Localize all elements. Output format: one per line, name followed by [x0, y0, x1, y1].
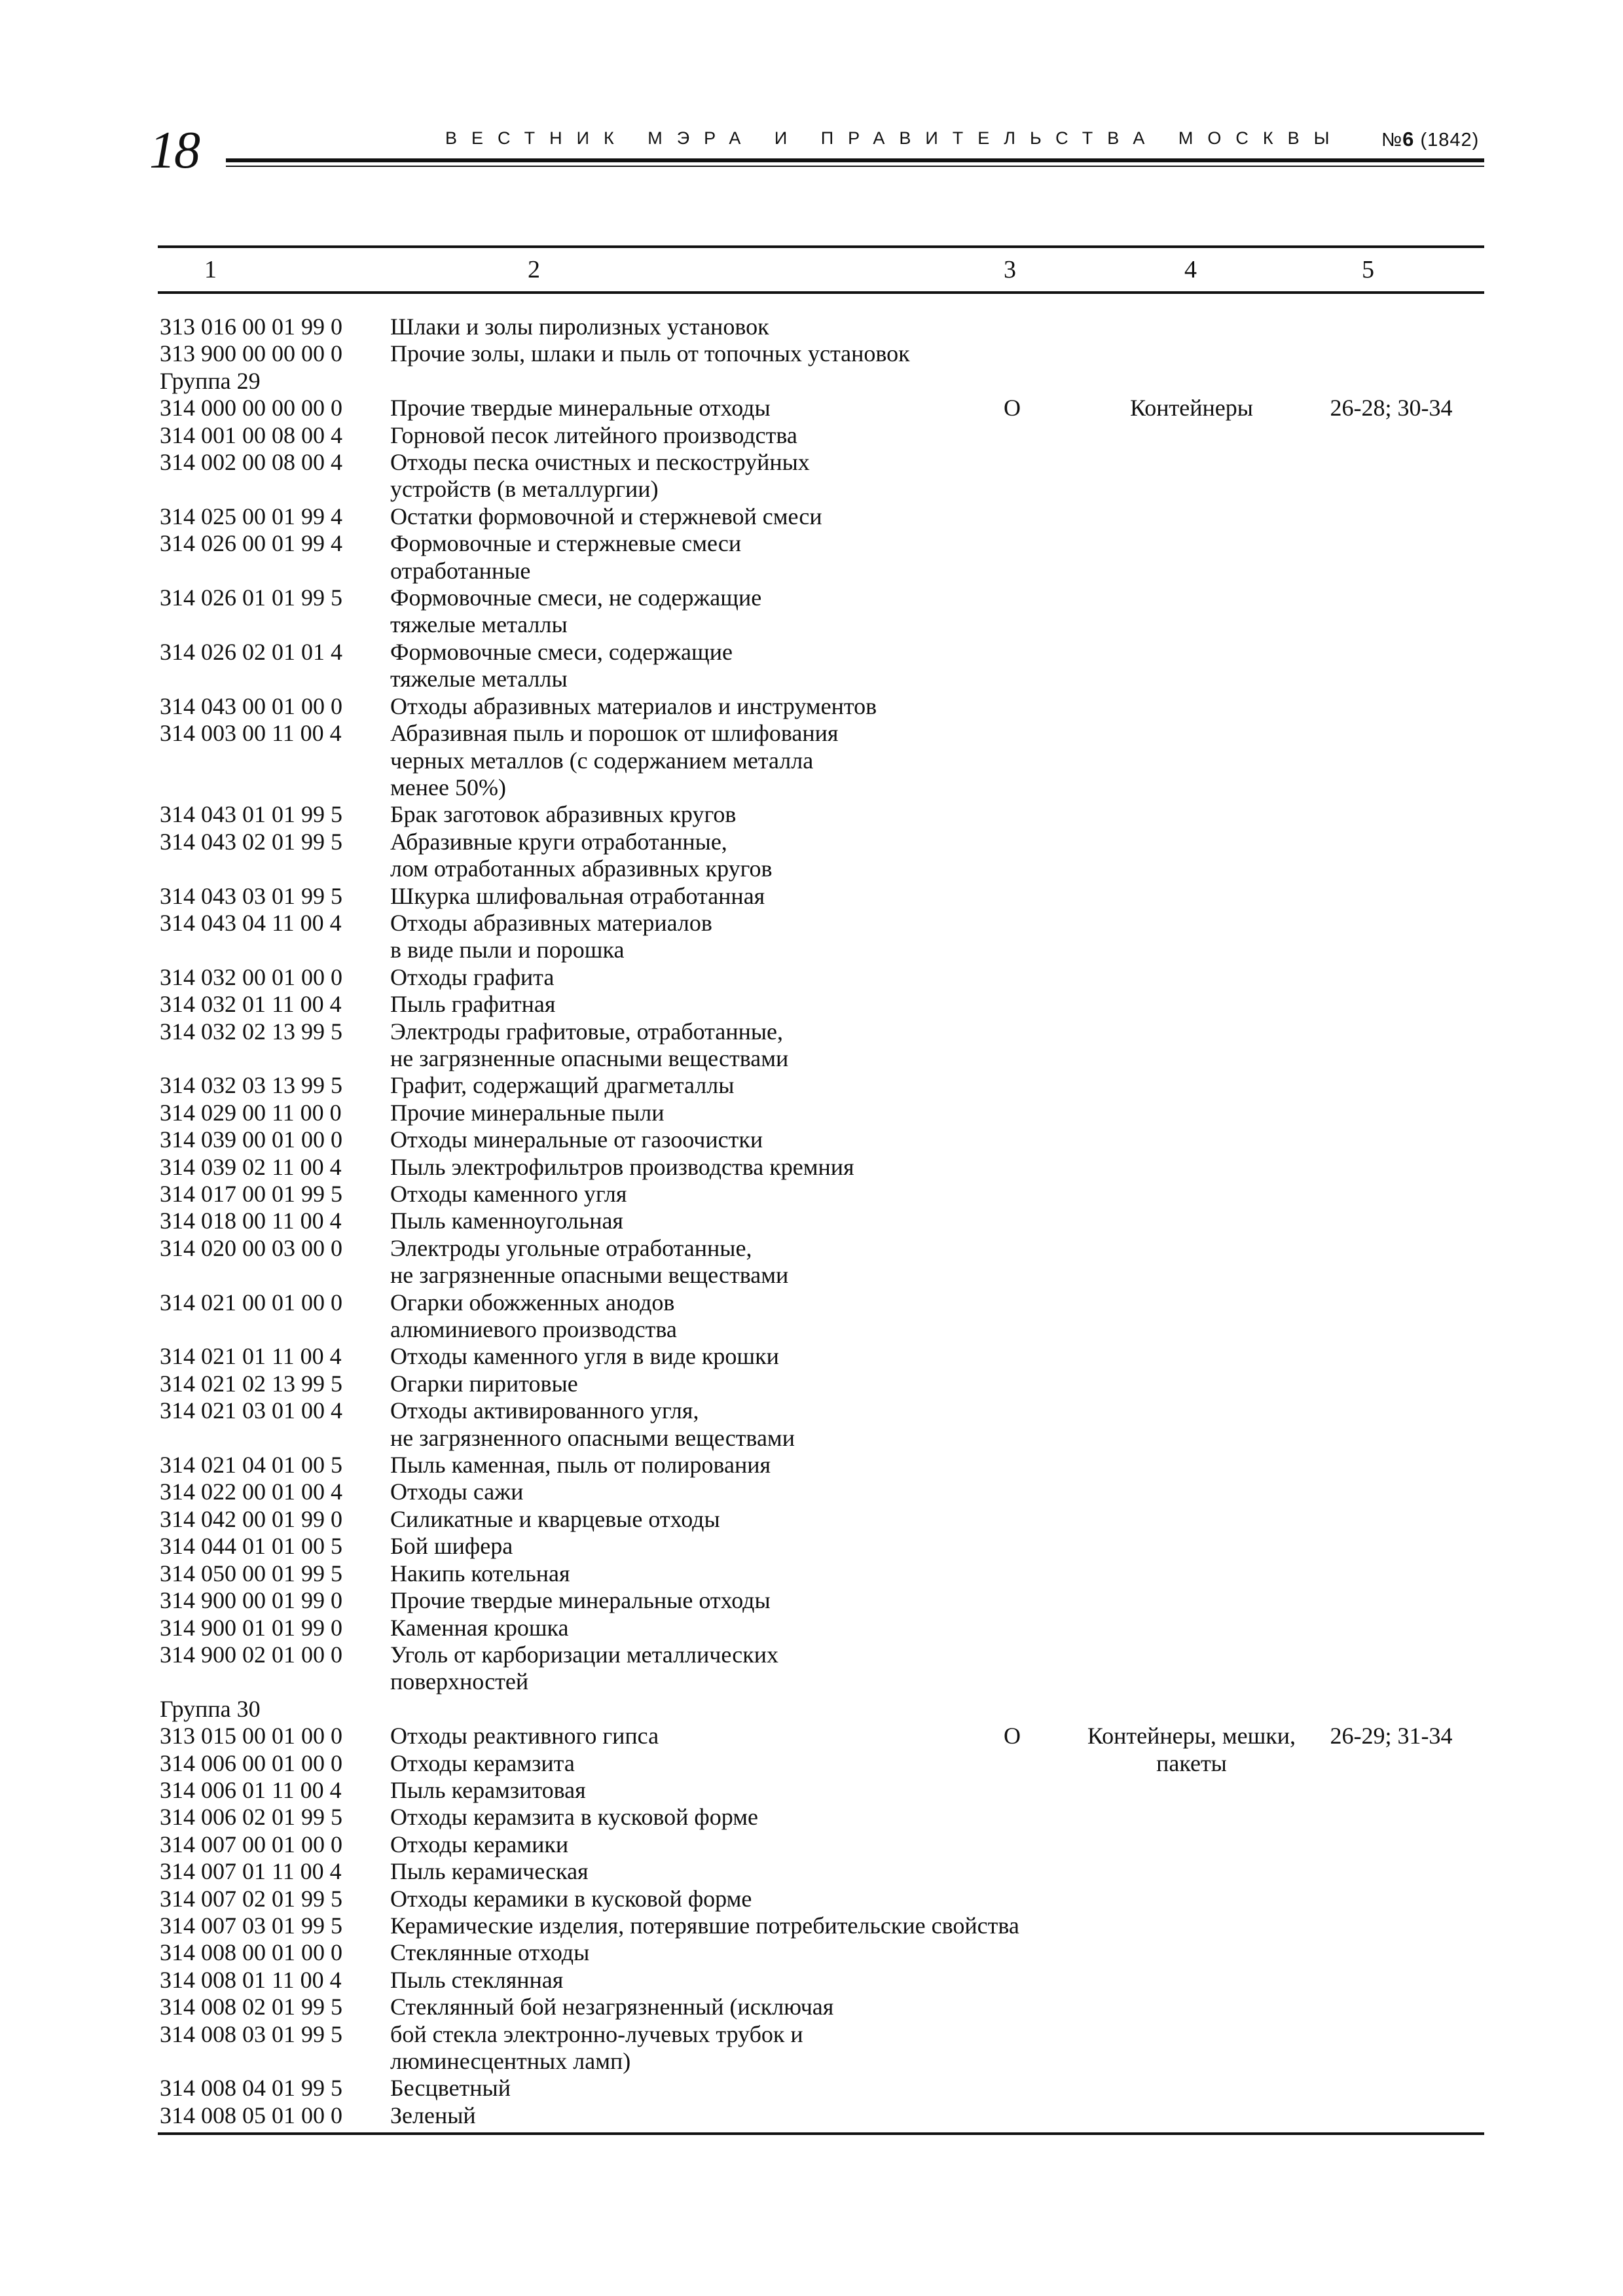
waste-code: 314 017 00 01 99 5 [160, 1181, 342, 1207]
waste-name: Пыль электрофильтров производства кремния [390, 1153, 854, 1180]
waste-code: 314 007 03 01 99 5 [160, 1912, 342, 1939]
waste-name: Пыль стеклянная [390, 1966, 564, 1993]
waste-name: Бой шифера [390, 1533, 513, 1560]
issue-label [1381, 129, 1479, 150]
waste-name: Силикатные и кварцевые отходы [390, 1505, 720, 1532]
waste-name: Отходы реактивного гипса [390, 1723, 659, 1749]
table-row [0, 1072, 1623, 1099]
waste-code: 314 044 01 01 00 5 [160, 1533, 342, 1560]
table-row [0, 1452, 1623, 1479]
column-header-5: 5 [1362, 256, 1374, 283]
waste-code: 314 032 02 13 99 5 [160, 1018, 342, 1045]
table-row [0, 801, 1623, 828]
table-row [0, 584, 1623, 639]
table-row [0, 1289, 1623, 1344]
table-row [0, 1939, 1623, 1966]
waste-code: 314 026 00 01 99 4 [160, 530, 342, 557]
waste-name: Отходы керамики в кусковой форме [390, 1885, 752, 1912]
compatibility-groups: 26-28; 30-34 [1330, 395, 1453, 422]
waste-code: 314 007 00 01 00 0 [160, 1831, 342, 1857]
waste-code: 314 039 00 01 00 0 [160, 1126, 342, 1153]
waste-code: 314 026 02 01 01 4 [160, 638, 342, 665]
table-row [0, 1100, 1623, 1126]
waste-name: Накипь котельная [390, 1560, 570, 1587]
table-row [0, 449, 1623, 503]
table-row [0, 1994, 1623, 2020]
table-row [0, 314, 1623, 340]
waste-name: Отходы керамики [390, 1831, 569, 1857]
waste-name: Графит, содержащий драгметаллы [390, 1072, 735, 1099]
waste-code: 314 026 01 01 99 5 [160, 584, 342, 611]
waste-name: Отходы каменного угля [390, 1181, 627, 1207]
waste-name: Электроды угольные отработанные, не загрязненные опасными веществами [390, 1234, 789, 1289]
hazard-class: О [1004, 1723, 1021, 1749]
waste-code: 313 016 00 01 99 0 [160, 314, 342, 340]
table-row [0, 395, 1623, 422]
waste-name: Огарки обожженных анодов алюминиевого производства [390, 1289, 677, 1343]
waste-code: 314 029 00 11 00 0 [160, 1099, 342, 1126]
waste-name: Огарки пиритовые [390, 1370, 578, 1397]
column-header-3: 3 [1004, 256, 1016, 283]
column-header-1: 1 [204, 256, 217, 283]
waste-code: 314 043 04 11 00 4 [160, 909, 342, 936]
waste-code: 314 008 02 01 99 5 [160, 1994, 342, 2020]
waste-code: 314 008 01 11 00 4 [160, 1966, 342, 1993]
waste-name: Прочие золы, шлаки и пыль от топочных установок [390, 340, 910, 367]
waste-code: 314 900 02 01 00 0 [160, 1641, 342, 1668]
table-row [0, 720, 1623, 801]
waste-name: Стеклянный бой незагрязненный (исключая [390, 1994, 834, 2020]
table-row [0, 1967, 1623, 1994]
journal-title: ВЕСТНИК МЭРА И ПРАВИТЕЛЬСТВА МОСКВЫ [445, 128, 1344, 148]
waste-code: 314 021 02 13 99 5 [160, 1370, 342, 1397]
table-bottom-rule [158, 2132, 1484, 2135]
waste-name: Отходы активированного угля, не загрязненного опасными веществами [390, 1397, 795, 1451]
waste-name: Формовочные смеси, не содержащие тяжелые металлы [390, 584, 762, 638]
waste-name: Абразивная пыль и порошок от шлифования черных металлов (с содержанием металла менее 50%) [390, 720, 839, 800]
waste-name: Горновой песок литейного производства [390, 422, 797, 448]
waste-code: 314 006 01 11 00 4 [160, 1776, 342, 1803]
waste-name: Формовочные и стержневые смеси отработанные [390, 530, 742, 584]
waste-code: 314 022 00 01 00 4 [160, 1479, 342, 1505]
table-row [0, 1912, 1623, 1939]
waste-name: Шкурка шлифовальная отработанная [390, 882, 765, 909]
table-row [0, 1371, 1623, 1397]
waste-code: 314 008 00 01 00 0 [160, 1939, 342, 1966]
column-header-2: 2 [528, 256, 540, 283]
table-row [0, 964, 1623, 991]
table-row [0, 2102, 1623, 2129]
waste-code: 314 021 00 01 00 0 [160, 1289, 342, 1316]
table-row [0, 1641, 1623, 1696]
table-row [0, 1804, 1623, 1831]
table-row [0, 1479, 1623, 1505]
table-row [0, 422, 1623, 449]
waste-code: 314 006 02 01 99 5 [160, 1804, 342, 1831]
waste-code: 314 020 00 03 00 0 [160, 1234, 342, 1261]
table-row [0, 1208, 1623, 1234]
waste-name: Формовочные смеси, содержащие тяжелые металлы [390, 638, 733, 692]
waste-name: Отходы керамзита в кусковой форме [390, 1804, 758, 1831]
hazard-class: О [1004, 395, 1021, 422]
waste-code: 314 008 03 01 99 5 [160, 2020, 342, 2047]
table-row [0, 1858, 1623, 1885]
waste-name: Отходы минеральные от газоочистки [390, 1126, 763, 1153]
waste-code: 314 032 00 01 00 0 [160, 963, 342, 990]
waste-name: Зеленый [390, 2102, 476, 2128]
waste-name: Бесцветный [390, 2075, 511, 2102]
waste-code: 313 900 00 00 00 0 [160, 340, 342, 367]
table-row [0, 1397, 1623, 1452]
waste-name: Пыль графитная [390, 991, 556, 1018]
waste-name: Керамические изделия, потерявшие потребительские свойства [390, 1912, 1019, 1939]
table-row [0, 1886, 1623, 1912]
issue-total: (1842) [1420, 130, 1480, 151]
waste-name: Стеклянные отходы [390, 1939, 590, 1966]
table-row [0, 2075, 1623, 2102]
table-row [0, 1533, 1623, 1560]
table-row [0, 693, 1623, 720]
table-header-rule [158, 291, 1484, 294]
container-type: Контейнеры, мешки, пакеты [1087, 1723, 1296, 1776]
table-row [0, 1560, 1623, 1587]
waste-code: 314 043 02 01 99 5 [160, 828, 342, 855]
table-row [0, 883, 1623, 910]
waste-name: Абразивные круги отработанные, лом отработанных абразивных кругов [390, 828, 773, 882]
group-heading: Группа 30 [160, 1695, 261, 1722]
waste-code: 314 043 00 01 00 0 [160, 692, 342, 719]
waste-name: бой стекла электронно-лучевых трубок и люминесцентных ламп) [390, 2020, 803, 2074]
waste-code: 314 025 00 01 99 4 [160, 503, 342, 529]
waste-code: 314 000 00 00 00 0 [160, 395, 342, 422]
waste-name: Отходы песка очистных и пескоструйных устройств (в металлургии) [390, 449, 810, 503]
waste-code: 313 015 00 01 00 0 [160, 1723, 342, 1749]
waste-code: 314 018 00 11 00 4 [160, 1208, 342, 1234]
waste-name: Отходы графита [390, 963, 555, 990]
table-row [0, 1587, 1623, 1614]
waste-name: Остатки формовочной и стержневой смеси [390, 503, 822, 529]
table-row [0, 340, 1623, 367]
waste-code: 314 007 01 11 00 4 [160, 1858, 342, 1885]
table-row [0, 2021, 1623, 2075]
header-rule-thin [226, 166, 1484, 167]
column-header-4: 4 [1184, 256, 1197, 283]
waste-code: 314 021 03 01 00 4 [160, 1397, 342, 1424]
table-row [0, 1831, 1623, 1858]
table-row [0, 1018, 1623, 1073]
waste-name: Шлаки и золы пиролизных установок [390, 314, 769, 340]
table-row [0, 829, 1623, 883]
waste-name: Уголь от карборизации металлических поверхностей [390, 1641, 778, 1695]
waste-code: 314 032 03 13 99 5 [160, 1072, 342, 1099]
waste-code: 314 043 03 01 99 5 [160, 882, 342, 909]
waste-code: 314 008 05 01 00 0 [160, 2102, 342, 2128]
waste-table-body [0, 314, 1623, 2129]
waste-code: 314 042 00 01 99 0 [160, 1505, 342, 1532]
waste-code: 314 021 01 11 00 4 [160, 1343, 342, 1370]
table-row [0, 1343, 1623, 1370]
waste-name: Электроды графитовые, отработанные, не загрязненные опасными веществами [390, 1018, 789, 1071]
table-row [0, 1777, 1623, 1804]
waste-code: 314 900 00 01 99 0 [160, 1587, 342, 1614]
header-rule [226, 158, 1484, 162]
waste-code: 314 039 02 11 00 4 [160, 1153, 342, 1180]
waste-name: Прочие твердые минеральные отходы [390, 395, 771, 422]
waste-name: Отходы сажи [390, 1479, 524, 1505]
compatibility-groups: 26-29; 31-34 [1330, 1723, 1453, 1749]
table-top-rule [158, 245, 1484, 248]
container-type: Контейнеры [1130, 395, 1253, 422]
waste-name: Каменная крошка [390, 1614, 569, 1641]
table-row [0, 1750, 1623, 1777]
waste-name: Отходы абразивных материалов и инструментов [390, 692, 877, 719]
waste-code: 314 001 00 08 00 4 [160, 422, 342, 448]
waste-code: 314 050 00 01 99 5 [160, 1560, 342, 1587]
page-number: 18 [149, 122, 199, 179]
waste-name: Пыль керамзитовая [390, 1776, 586, 1803]
table-row [0, 1181, 1623, 1208]
table-row [0, 1126, 1623, 1153]
waste-code: 314 008 04 01 99 5 [160, 2075, 342, 2102]
waste-code: 314 900 01 01 99 0 [160, 1614, 342, 1641]
table-row [0, 503, 1623, 530]
waste-name: Отходы каменного угля в виде крошки [390, 1343, 779, 1370]
table-row [0, 639, 1623, 693]
waste-name: Пыль керамическая [390, 1858, 589, 1885]
waste-code: 314 003 00 11 00 4 [160, 720, 342, 747]
table-row [0, 1154, 1623, 1181]
group-heading: Группа 29 [160, 367, 261, 394]
waste-name: Прочие минеральные пыли [390, 1099, 665, 1126]
table-row [0, 1615, 1623, 1641]
issue-prefix: № [1381, 130, 1403, 151]
waste-code: 314 032 01 11 00 4 [160, 991, 342, 1018]
waste-name: Пыль каменноугольная [390, 1208, 623, 1234]
table-row [0, 530, 1623, 584]
waste-name: Прочие твердые минеральные отходы [390, 1587, 771, 1614]
waste-name: Отходы керамзита [390, 1749, 575, 1776]
waste-name: Пыль каменная, пыль от полирования [390, 1452, 771, 1479]
waste-code: 314 006 00 01 00 0 [160, 1749, 342, 1776]
waste-code: 314 002 00 08 00 4 [160, 449, 342, 476]
table-row [0, 910, 1623, 964]
waste-code: 314 021 04 01 00 5 [160, 1452, 342, 1479]
table-row [0, 1235, 1623, 1289]
table-row [0, 1506, 1623, 1533]
issue-number: 6 [1402, 128, 1415, 151]
waste-code: 314 007 02 01 99 5 [160, 1885, 342, 1912]
waste-name: Брак заготовок абразивных кругов [390, 801, 737, 828]
waste-name: Отходы абразивных материалов в виде пыли и порошка [390, 909, 712, 963]
table-row [0, 991, 1623, 1018]
waste-code: 314 043 01 01 99 5 [160, 801, 342, 828]
